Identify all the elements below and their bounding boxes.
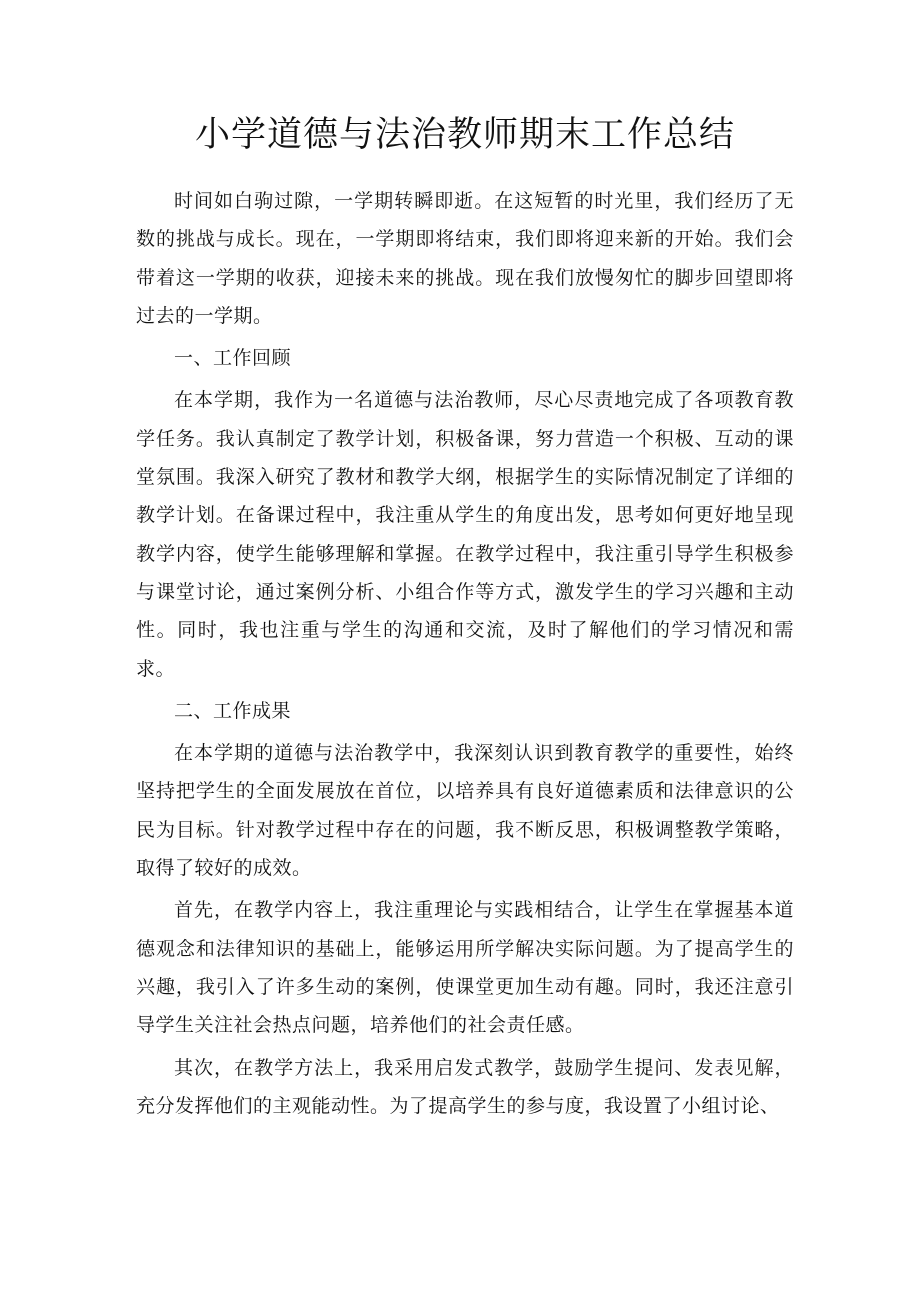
document-title: 小学道德与法治教师期末工作总结 [194,115,735,155]
paragraph-intro: 时间如白驹过隙，一学期转瞬即逝。在这短暂的时光里，我们经历了无数的挑战与成长。现在，一学期即将结束，我们即将迎来新的开始。我们会带着这一学期的收获，迎接未来的挑战。现在我们放慢匆忙的脚步回望即将过去的一学期。 [136,190,794,327]
section-heading-review: 一、工作回顾 [174,347,292,370]
paragraph-second: 其次，在教学方法上，我采用启发式教学，鼓励学生提问、发表见解，充分发挥他们的主观能动性。为了提高学生的参与度，我设置了小组讨论、 [136,1056,794,1117]
paragraph-results: 在本学期的道德与法治教学中，我深刻认识到教育教学的重要性，始终坚持把学生的全面发展放在首位，以培养具有良好道德素质和法律意识的公民为目标。针对教学过程中存在的问题，我不断反思，积极调整教学策略，取得了较好的成效。 [136,742,794,880]
paragraph-first: 首先，在教学内容上，我注重理论与实践相结合，让学生在掌握基本道德观念和法律知识的基础上，能够运用所学解决实际问题。为了提高学生的兴趣，我引入了许多生动的案例，使课堂更加生动有趣。同时，我还注意引导学生关注社会热点问题，培养他们的社会责任感。 [136,899,794,1037]
paragraph-review: 在本学期，我作为一名道德与法治教师，尽心尽责地完成了各项教育教学任务。我认真制定了教学计划，积极备课，努力营造一个积极、互动的课堂氛围。我深入研究了教材和教学大纲，根据学生的实际情况制定了详细的教学计划。在备课过程中，我注重从学生的角度出发，思考如何更好地呈现教学内容，使学生能够理解和掌握。在教学过程中，我注重引导学生积极参与课堂讨论，通过案例分析、小组合作等方式，激发学生的学习兴趣和主动性。同时，我也注重与学生的沟通和交流，及时了解他们的学习情况和需求。 [136,389,794,680]
document-page [136,108,794,1125]
section-heading-results: 二、工作成果 [174,699,292,722]
